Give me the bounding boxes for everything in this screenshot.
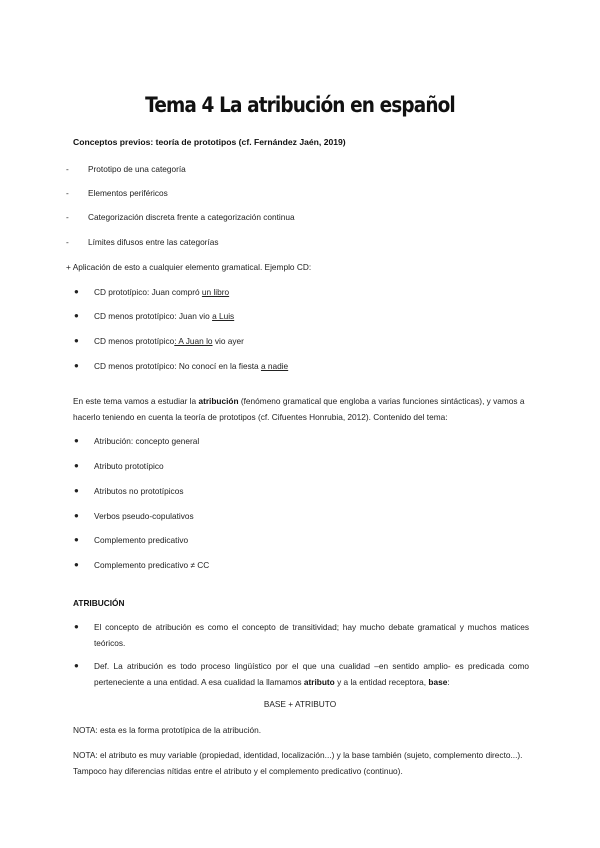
dash-mark: - bbox=[66, 188, 69, 198]
cd-example-text: CD menos prototípico: Juan vio bbox=[94, 311, 213, 321]
bullet-icon: ● bbox=[74, 486, 79, 495]
definition-text: : bbox=[447, 677, 450, 687]
note: NOTA: el atributo es muy variable (propiedad, identidad, localización...) y la base también (sujeto, complemento directo...). Tampoco hay diferencias nítidas entre el atributo y el complemento predicativo (continuo). bbox=[73, 750, 523, 776]
cd-example-underlined: un libro bbox=[201, 287, 230, 297]
dash-mark: - bbox=[66, 212, 69, 222]
bullet-icon: ● bbox=[74, 361, 79, 370]
contents-item: Complemento predicativo bbox=[94, 535, 189, 545]
dash-item-text: Elementos periféricos bbox=[88, 188, 168, 198]
dash-item bbox=[66, 212, 295, 222]
dash-item bbox=[66, 188, 168, 198]
list-item bbox=[74, 658, 529, 690]
application-line: + Aplicación de esto a cualquier elemento gramatical. Ejemplo CD: bbox=[66, 262, 312, 272]
bullet-icon: ● bbox=[74, 436, 79, 445]
bullet-icon: ● bbox=[74, 622, 79, 631]
definition-text: Def. La atribución es todo proceso lingüístico por el que una cualidad –en sentido amplio- es predicada como perteneciente a una entidad. A esa cualidad la llamamos bbox=[94, 661, 529, 687]
list-item bbox=[74, 619, 529, 651]
intro-text-rest: (fenómeno gramatical que engloba a varias funciones sintácticas), y vamos a hacerlo teniendo en cuenta la teoría de prototipos (cf. Cifuentes Honrubia, 2012). Contenido del tema: bbox=[73, 396, 525, 422]
dash-mark: - bbox=[66, 237, 69, 247]
intro-text: En este tema vamos a estudiar la bbox=[73, 396, 199, 406]
bullet-icon: ● bbox=[74, 461, 79, 470]
contents-item: Atribución: concepto general bbox=[94, 436, 200, 446]
cd-example-underlined: a Luis bbox=[212, 311, 235, 321]
cd-example-underlined: : A Juan lo bbox=[174, 336, 213, 346]
bullet-icon: ● bbox=[74, 336, 79, 345]
bullet-icon: ● bbox=[74, 311, 79, 320]
contents-item: Verbos pseudo-copulativos bbox=[94, 511, 194, 521]
term-base: base bbox=[428, 677, 448, 687]
bullet-icon: ● bbox=[74, 511, 79, 520]
cd-example-text: CD prototípico: Juan compró bbox=[94, 287, 202, 297]
dash-item bbox=[66, 237, 219, 247]
bullet-icon: ● bbox=[74, 287, 79, 296]
cd-example-underlined: a nadie bbox=[260, 361, 289, 371]
dash-item bbox=[66, 164, 186, 174]
contents-item: Atributo prototípico bbox=[94, 461, 164, 471]
bullet-icon: ● bbox=[74, 661, 79, 670]
definition-text: y a la entidad receptora, bbox=[334, 677, 429, 687]
contents-item: Complemento predicativo ≠ CC bbox=[94, 560, 210, 570]
bullet-icon: ● bbox=[74, 560, 79, 569]
bullet-icon: ● bbox=[74, 535, 79, 544]
dash-mark: - bbox=[66, 164, 69, 174]
dash-item-text: Categorización discreta frente a categorización continua bbox=[88, 212, 295, 222]
dash-item-text: Límites difusos entre las categorías bbox=[88, 237, 219, 247]
term-atributo: atributo bbox=[303, 677, 335, 687]
intro-paragraph bbox=[73, 393, 528, 425]
atribucion-point: El concepto de atribución es como el concepto de transitividad; hay mucho debate gramatical y muchos matices teóricos. bbox=[94, 622, 529, 648]
cd-example-text: CD menos prototípico bbox=[94, 336, 175, 346]
formula: BASE + ATRIBUTO bbox=[263, 699, 337, 709]
cd-example-text: CD menos prototípico: No conocí en la fiesta bbox=[94, 361, 261, 371]
subtitle: Conceptos previos: teoría de prototipos (cf. Fernández Jaén, 2019) bbox=[73, 137, 346, 147]
page-title: Tema 4 La atribución en español bbox=[145, 93, 455, 117]
note: NOTA: esta es la forma prototípica de la atribución. bbox=[73, 725, 261, 735]
section-title: ATRIBUCIÓN bbox=[73, 598, 125, 608]
atribucion-definition bbox=[94, 658, 529, 690]
contents-item: Atributos no prototípicos bbox=[94, 486, 184, 496]
intro-bold: atribución bbox=[198, 396, 239, 406]
cd-example-tail: vio ayer bbox=[212, 336, 244, 346]
dash-item-text: Prototipo de una categoría bbox=[88, 164, 186, 174]
